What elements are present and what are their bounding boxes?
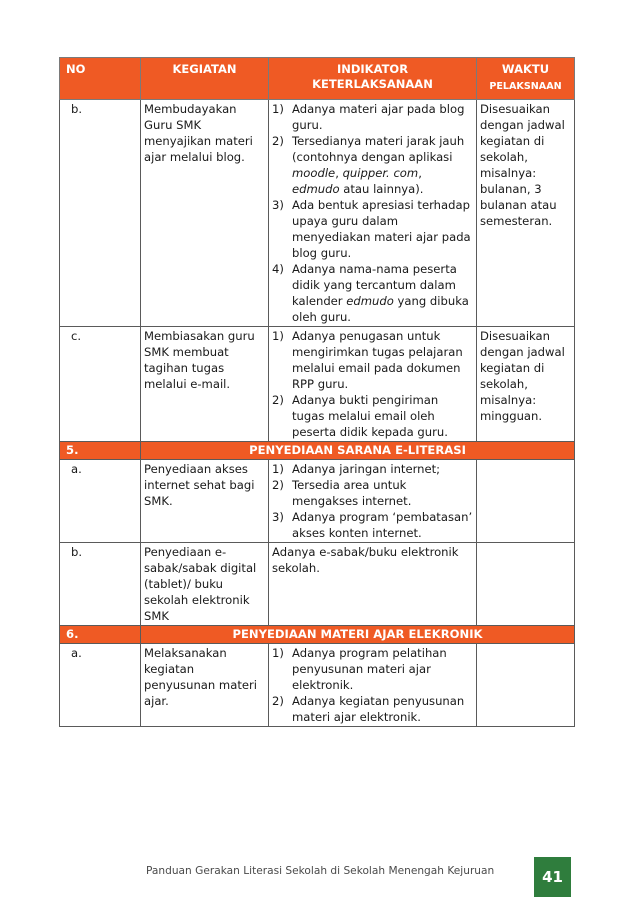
- list-item: 3) Adanya program ‘pembatasan’ akses konten internet.: [272, 510, 473, 540]
- page-number: 41: [534, 857, 571, 897]
- list-item: 2) Adanya kegiatan penyusunan materi ajar elektronik.: [272, 694, 465, 724]
- row-waktu: Disesuaikan dengan jadwal kegiatan di sekolah, misalnya: mingguan.: [477, 327, 575, 442]
- row-number: b.: [60, 100, 141, 327]
- row-kegiatan: Melaksanakan kegiatan penyusunan materi ajar.: [141, 644, 269, 727]
- table-header-row: [60, 58, 575, 100]
- row-kegiatan: Membiasakan guru SMK membuat tagihan tugas melalui e-mail.: [141, 327, 269, 442]
- row-number: b.: [60, 543, 141, 626]
- table-row: [60, 644, 575, 727]
- indicator-list: [272, 328, 473, 440]
- list-item: 2) Tersedianya materi jarak jauh (contohnya dengan aplikasi moodle, quipper. com, edmudo atau lainnya).: [272, 134, 465, 196]
- header-indikator-line1: INDIKATOR: [336, 62, 409, 76]
- table-row: [60, 327, 575, 442]
- table-row: [60, 100, 575, 327]
- row-waktu: [477, 460, 575, 543]
- table-row: [60, 543, 575, 626]
- section-row-5: [60, 442, 575, 460]
- section-number: 5.: [60, 442, 141, 460]
- row-number: c.: [60, 327, 141, 442]
- row-number: a.: [60, 644, 141, 727]
- section-row-6: [60, 626, 575, 644]
- row-indikator: [269, 100, 477, 327]
- header-no: NO: [60, 58, 141, 100]
- indicator-list: [272, 101, 473, 325]
- activity-table: [59, 57, 575, 727]
- row-kegiatan: Penyediaan e-sabak/sabak digital (tablet)/ buku sekolah elektronik SMK: [141, 543, 269, 626]
- row-indikator: [269, 644, 477, 727]
- header-waktu-label: WAKTU: [501, 62, 550, 76]
- footer-title: Panduan Gerakan Literasi Sekolah di Sekolah Menengah Kejuruan: [146, 865, 495, 877]
- section-number: 6.: [60, 626, 141, 644]
- list-item: 4) Adanya nama-nama peserta didik yang tercantum dalam kalender edmudo yang dibuka oleh guru.: [272, 262, 469, 324]
- row-waktu: Disesuaikan dengan jadwal kegiatan di sekolah, misalnya: bulanan, 3 bulanan atau semesteran.: [477, 100, 575, 327]
- header-kegiatan: KEGIATAN: [141, 58, 269, 100]
- row-waktu: [477, 644, 575, 727]
- list-item: 3) Ada bentuk apresiasi terhadap upaya guru dalam menyediakan materi ajar pada blog guru.: [272, 198, 471, 260]
- list-item: 2) Adanya bukti pengiriman tugas melalui email oleh peserta didik kepada guru.: [272, 393, 448, 439]
- indicator-list: [272, 645, 473, 725]
- list-item: 2) Tersedia area untuk mengakses internet.: [272, 478, 412, 508]
- row-kegiatan: Membudayakan Guru SMK menyajikan materi ajar melalui blog.: [141, 100, 269, 327]
- table-row: [60, 460, 575, 543]
- row-indikator: Adanya e-sabak/buku elektronik sekolah.: [269, 543, 477, 626]
- header-waktu: [477, 58, 575, 100]
- indicator-list: [272, 461, 473, 541]
- list-item: 1) Adanya materi ajar pada blog guru.: [272, 102, 465, 132]
- row-indikator: [269, 460, 477, 543]
- list-item: 1) Adanya program pelatihan penyusunan materi ajar elektronik.: [272, 646, 447, 692]
- header-pelaksanaan-label: PELAKSNAAN: [489, 81, 562, 92]
- list-item: 1) Adanya penugasan untuk mengirimkan tugas pelajaran melalui email pada dokumen RPP guru.: [272, 329, 463, 391]
- section-title: PENYEDIAAN SARANA E-LITERASI: [141, 442, 575, 460]
- header-indikator: [269, 58, 477, 100]
- section-title: PENYEDIAAN MATERI AJAR ELEKRONIK: [141, 626, 575, 644]
- row-indikator: [269, 327, 477, 442]
- row-number: a.: [60, 460, 141, 543]
- row-kegiatan: Penyediaan akses internet sehat bagi SMK.: [141, 460, 269, 543]
- row-waktu: [477, 543, 575, 626]
- header-indikator-line2: KETERLAKSANAAN: [312, 77, 433, 91]
- list-item: 1) Adanya jaringan internet;: [272, 462, 441, 476]
